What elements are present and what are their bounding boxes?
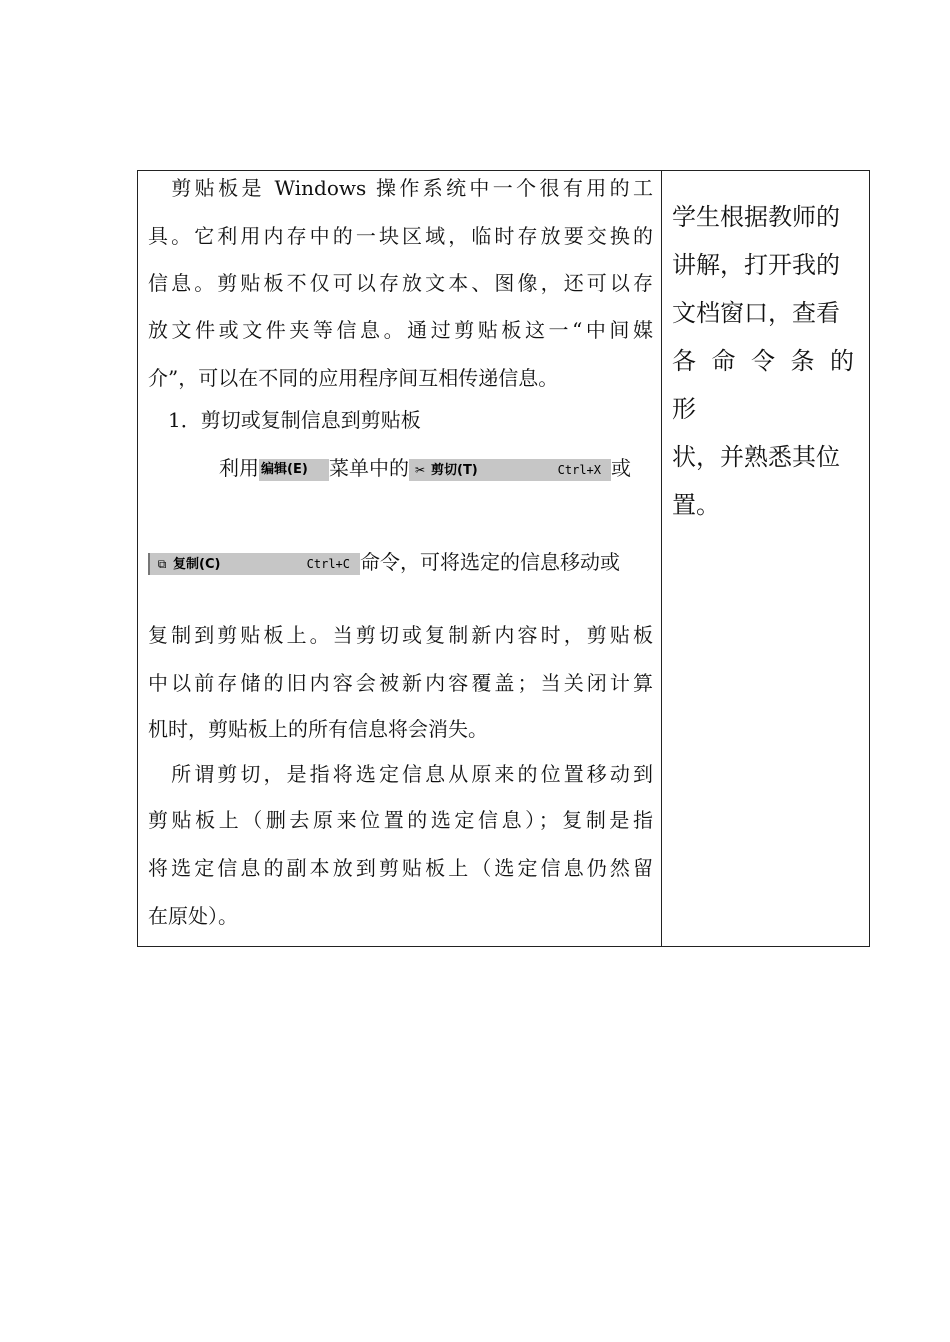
right-line-3: 文档窗口，查看 bbox=[672, 299, 840, 327]
para3-line-4: 在原处）。 bbox=[148, 904, 238, 928]
menu-line-suffix: 或 bbox=[611, 456, 631, 480]
right-line-4: 各命令条的形 bbox=[672, 347, 862, 423]
column-divider bbox=[661, 171, 662, 946]
menu-line-mid: 菜单中的 bbox=[329, 456, 409, 480]
right-line-2: 讲解，打开我的 bbox=[672, 251, 840, 279]
right-line-1: 学生根据教师的 bbox=[672, 203, 840, 231]
cut-shortcut: Ctrl+X bbox=[557, 462, 601, 477]
menu-line-prefix: 利用 bbox=[219, 456, 259, 480]
para3-line-3: 将选定信息的副本放到剪贴板上（选定信息仍然留 bbox=[148, 856, 653, 880]
content-table bbox=[137, 170, 870, 947]
para1-line-1: 剪贴板是 Windows 操作系统中一个很有用的工 bbox=[148, 176, 653, 200]
para1-line-5: 介”，可以在不同的应用程序间互相传递信息。 bbox=[148, 366, 559, 390]
edit-menu-item[interactable] bbox=[259, 459, 329, 481]
copy-menu-item[interactable] bbox=[148, 553, 360, 575]
scissors-icon: ✂ bbox=[414, 462, 426, 477]
copy-shortcut: Ctrl+C bbox=[306, 556, 350, 571]
copy-line-suffix: 命令，可将选定的信息移动或 bbox=[360, 550, 620, 574]
para1-line-3: 信息。剪贴板不仅可以存放文本、图像，还可以存 bbox=[148, 271, 653, 295]
copy-menu-label: 复制(C) bbox=[173, 556, 221, 572]
copy-icon: ⧉ bbox=[157, 556, 167, 571]
para3-line-1: 所谓剪切，是指将选定信息从原来的位置移动到 bbox=[148, 762, 653, 786]
para2-line-2: 中以前存储的旧内容会被新内容覆盖；当关闭计算 bbox=[148, 671, 653, 695]
edit-menu-label: 编辑(E) bbox=[261, 461, 308, 477]
section-heading: 1．剪切或复制信息到剪贴板 bbox=[148, 408, 421, 432]
para2-line-3: 机时，剪贴板上的所有信息将会消失。 bbox=[148, 717, 488, 741]
para1-line-4: 放文件或文件夹等信息。通过剪贴板这一“中间媒 bbox=[148, 318, 653, 342]
right-column bbox=[672, 193, 862, 529]
para1-line-2: 具。它利用内存中的一块区域，临时存放要交换的 bbox=[148, 224, 653, 248]
copy-line bbox=[148, 547, 653, 577]
cut-menu-item[interactable] bbox=[409, 459, 611, 481]
para3-line-2: 剪贴板上（删去原来位置的选定信息）；复制是指 bbox=[148, 808, 653, 832]
right-line-6: 置。 bbox=[672, 491, 720, 519]
right-line-5: 状，并熟悉其位 bbox=[672, 443, 840, 471]
menu-line bbox=[219, 453, 653, 483]
cut-menu-label: 剪切(T) bbox=[431, 462, 478, 478]
para2-line-1: 复制到剪贴板上。当剪切或复制新内容时，剪贴板 bbox=[148, 623, 653, 647]
